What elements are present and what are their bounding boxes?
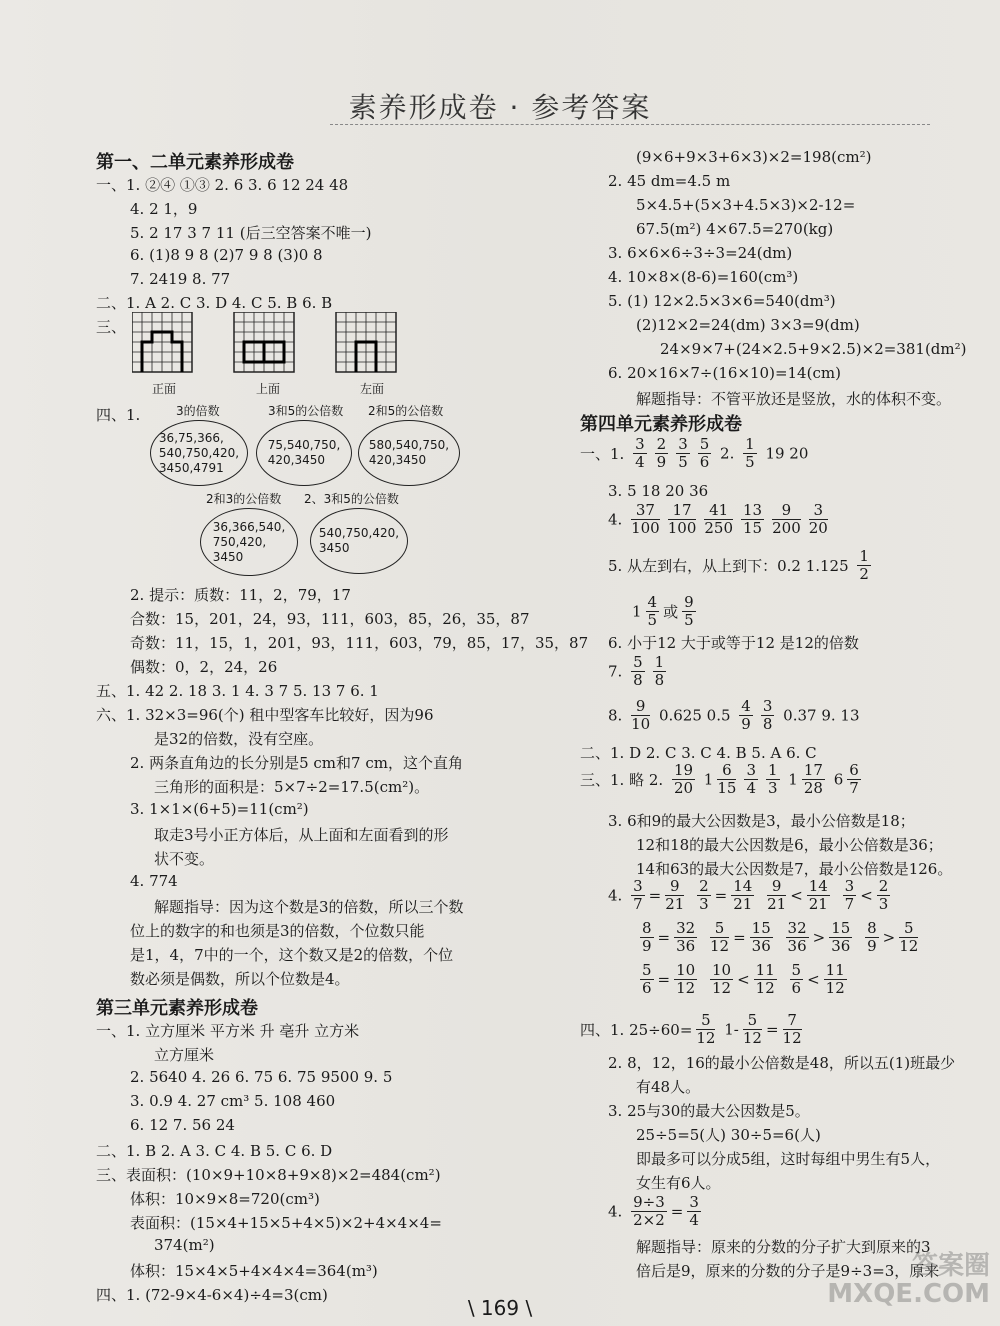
fraction: $\frac{3}{4}$ <box>635 435 645 471</box>
side-view-label: 左面 <box>360 382 385 396</box>
set-label: 2和5的公倍数 <box>368 404 444 418</box>
answer-line: 4. 774 <box>130 872 178 890</box>
answer-line: 体积：15×4×5+4×4×4=364(m³) <box>130 1262 378 1280</box>
answer-line: 有48人。 <box>636 1078 701 1096</box>
fraction: $\frac{10}{12}$ <box>712 961 732 997</box>
answer-line: 2. 提示：质数：11，2，79，17 <box>130 586 351 604</box>
inline-text: 四、1. 25÷60= <box>580 1021 693 1039</box>
fraction: $\frac{6}{15}$ <box>717 761 737 797</box>
answer-line: 偶数：0，2，24，26 <box>130 658 278 676</box>
watermark <box>790 1252 990 1322</box>
inline-text: = <box>657 928 671 947</box>
inline-text: 1 <box>632 602 642 621</box>
fraction: $\frac{32}{36}$ <box>787 919 807 955</box>
answer-line: 取走3号小正方体后，从上面和左面看到的形 <box>154 826 449 844</box>
inline-text: < <box>737 970 750 989</box>
fraction: $\frac{1}{2}$ <box>859 547 869 583</box>
fraction: $\frac{3}{4}$ <box>689 1193 699 1229</box>
answer-line: 4. 2 1，9 <box>130 200 198 218</box>
answer-line: 奇数：11，15，1，201，93，111，603，79，85，17，35，87 <box>130 634 589 652</box>
answer-line <box>636 962 851 997</box>
answer-line <box>580 762 865 797</box>
answer-line: 体积：10×9×8=720(cm³) <box>130 1190 320 1208</box>
fraction: $\frac{3}{7}$ <box>844 877 855 913</box>
fraction: $\frac{37}{100}$ <box>631 501 660 537</box>
set-oval: 540,750,420, 3450 <box>310 508 408 574</box>
fraction: $\frac{9}{21}$ <box>665 877 685 913</box>
answer-line: 二、1. D 2. C 3. C 4. B 5. A 6. C <box>580 744 817 762</box>
inline-text: = <box>714 886 728 905</box>
section-4-heading: 第四单元素养形成卷 <box>580 414 742 435</box>
set-label: 2和3的公倍数 <box>206 492 282 506</box>
answer-line <box>608 548 875 583</box>
answer-line: (2)12×2=24(dm) 3×3=9(dm) <box>636 316 860 334</box>
answer-line: 3. 0.9 4. 27 cm³ 5. 108 460 <box>130 1092 336 1110</box>
answer-line: 一、1. ②④ ①③ 2. 6 3. 6 12 24 48 <box>96 176 349 194</box>
fraction: $\frac{10}{12}$ <box>676 961 696 997</box>
page-title: 素养形成卷 · 参考答案 <box>348 91 652 124</box>
answer-line: 3. 25与30的最大公因数是5。 <box>608 1102 810 1120</box>
answer-line: 5. 2 17 3 7 11 (后三空答案不唯一) <box>130 224 372 242</box>
fraction: $\frac{1}{3}$ <box>767 761 778 797</box>
answer-line: 二、1. B 2. A 3. C 4. B 5. C 6. D <box>96 1142 333 1160</box>
answer-line: 5×4.5+(5×3+4.5×3)×2-12= <box>636 196 856 214</box>
answer-line: 状不变。 <box>154 850 215 868</box>
fraction: $\frac{2}{3}$ <box>878 877 889 913</box>
answer-line: 四、1. <box>96 406 141 424</box>
fraction: $\frac{13}{15}$ <box>743 501 763 537</box>
page-number: \ 169 \ <box>467 1296 533 1320</box>
answer-line: 四、1. (72-9×4-6×4)÷4=3(cm) <box>96 1286 328 1304</box>
fraction: $\frac{9}{10}$ <box>631 697 651 733</box>
answer-line: 4. 10×8×(8-6)=160(cm³) <box>608 268 799 286</box>
answer-line: 合数：15，201，24，93，111，603，85，26，35，87 <box>130 610 530 628</box>
watermark-line: MXQE.COM <box>827 1279 990 1309</box>
three-view-grids <box>132 312 472 394</box>
inline-text: = <box>648 886 662 905</box>
fraction: $\frac{9}{200}$ <box>772 501 801 537</box>
fraction: $\frac{9}{21}$ <box>767 877 787 913</box>
answer-line: 三、表面积：(10×9+10×8+9×8)×2=484(cm²) <box>96 1166 441 1184</box>
answer-line <box>636 920 922 955</box>
answer-line: 2. 45 dm=4.5 m <box>608 172 731 190</box>
inline-text: 4. <box>608 1202 628 1221</box>
set-label: 3的倍数 <box>176 404 220 418</box>
answer-line <box>608 654 670 689</box>
fraction: $\frac{15}{36}$ <box>831 919 851 955</box>
inline-text <box>701 929 706 947</box>
fraction: $\frac{5}{12}$ <box>742 1011 762 1047</box>
set-oval: 36,366,540, 750,420, 3450 <box>200 508 298 576</box>
fraction: $\frac{8}{9}$ <box>642 919 652 955</box>
answer-line <box>632 594 700 629</box>
fraction: $\frac{6}{7}$ <box>849 761 859 797</box>
inline-text: 5. 从左到右，从上到下：0.2 1.125 <box>608 557 854 575</box>
fraction: $\frac{14}{21}$ <box>808 877 828 913</box>
answer-line: 6. 12 7. 56 24 <box>130 1116 235 1134</box>
answer-line: 立方厘米 <box>154 1046 215 1064</box>
answer-line: 是32的倍数，没有空座。 <box>154 730 324 748</box>
fraction: $\frac{4}{5}$ <box>647 593 658 629</box>
fraction: $\frac{5}{12}$ <box>710 919 730 955</box>
inline-text <box>834 887 839 905</box>
answer-line: 6. 小于12 大于或等于12 是12的倍数 <box>608 634 859 652</box>
inline-text: 4. <box>608 886 628 905</box>
answer-line: 解题指导：不管平放还是竖放，水的体积不变。 <box>636 390 952 408</box>
answer-line: 3. 5 18 20 36 <box>608 482 709 500</box>
fraction: $\frac{19}{20}$ <box>673 761 694 797</box>
fraction: $\frac{15}{36}$ <box>751 919 771 955</box>
answer-line: 一、1. 立方厘米 平方米 升 亳升 立方米 <box>96 1022 360 1040</box>
answer-line: 5. (1) 12×2.5×3×6=540(dm³) <box>608 292 836 310</box>
answer-line: 三角形的面积是：5×7÷2=17.5(cm²)。 <box>154 778 430 796</box>
fraction: $\frac{7}{12}$ <box>782 1011 802 1047</box>
answer-line: 3. 6和9的最大公因数是3，最小公倍数是18； <box>608 812 915 830</box>
inline-text: < <box>790 886 803 905</box>
fraction: $\frac{5}{6}$ <box>642 961 652 997</box>
fraction: $\frac{41}{250}$ <box>704 501 734 537</box>
answer-line: 3. 6×6×6÷3÷3=24(dm) <box>608 244 793 262</box>
inline-text <box>758 887 763 905</box>
answer-line: 倍后是9，原来的分数的分子是9÷3=3，原来 <box>636 1262 940 1280</box>
inline-text: 8. <box>608 706 628 725</box>
inline-text: 0.625 0.5 <box>654 706 736 725</box>
inline-text: 1- <box>719 1020 739 1039</box>
answer-line: 2. 两条直角边的长分别是5 cm和7 cm，这个直角 <box>130 754 463 772</box>
fraction: $\frac{14}{21}$ <box>733 877 753 913</box>
answer-line: 位上的数字的和也须是3的倍数，个位数只能 <box>130 922 425 940</box>
answer-line: 解题指导：因为这个数是3的倍数，所以三个数 <box>154 898 464 916</box>
inline-text: 4. <box>608 510 628 529</box>
inline-text: 一、1. <box>580 445 630 463</box>
fraction: $\frac{3}{20}$ <box>808 501 828 537</box>
answer-line: 12和18的最大公因数是6，最小公倍数是36； <box>636 836 943 854</box>
inline-text: 6 <box>828 770 844 789</box>
answer-line: 3. 1×1×(6+5)=11(cm²) <box>130 800 309 818</box>
inline-text: = <box>670 1202 684 1221</box>
inline-text: 0.37 9. 13 <box>778 706 860 725</box>
fraction: $\frac{4}{9}$ <box>741 697 751 733</box>
fraction: $\frac{3}{7}$ <box>633 877 643 913</box>
answer-line: 是1，4，7中的一个，这个数又是2的倍数，个位 <box>130 946 454 964</box>
fraction: $\frac{8}{9}$ <box>867 919 877 955</box>
answer-line: 即最多可以分成5组，这时每组中男生有5人， <box>636 1150 941 1168</box>
fraction: $\frac{11}{12}$ <box>755 961 775 997</box>
answer-line <box>580 1012 806 1047</box>
set-oval: 580,540,750, 420,3450 <box>358 420 460 486</box>
inline-text: > <box>812 928 826 947</box>
fraction: $\frac{5}{12}$ <box>696 1011 716 1047</box>
fraction: $\frac{17}{28}$ <box>803 761 823 797</box>
top-view-grid <box>234 312 294 372</box>
answer-line: 二、1. A 2. C 3. D 4. C 5. B 6. B <box>96 294 333 312</box>
fraction: $\frac{5}{8}$ <box>633 653 643 689</box>
fraction: $\frac{11}{12}$ <box>825 961 845 997</box>
inline-text: = <box>657 970 671 989</box>
set-oval: 36,75,366, 540,750,420, 3450,4791 <box>150 420 248 486</box>
fraction: $\frac{2}{9}$ <box>656 435 667 471</box>
fraction: $\frac{9}{5}$ <box>684 593 694 629</box>
answer-line: 7. 2419 8. 77 <box>130 270 231 288</box>
inline-text <box>688 887 693 905</box>
answer-line: 374(m²) <box>154 1236 215 1254</box>
answer-line: 6. 20×16×7÷(16×10)=14(cm) <box>608 364 841 382</box>
answer-line: 67.5(m²) 4×67.5=270(kg) <box>636 220 834 238</box>
set-label: 3和5的公倍数 <box>268 404 344 418</box>
top-view-label: 上面 <box>256 382 281 396</box>
inline-text: 或 <box>663 603 679 621</box>
fraction: $\frac{1}{5}$ <box>745 435 755 471</box>
answer-line: 五、1. 42 2. 18 3. 1 4. 3 7 5. 13 7 6. 1 <box>96 682 379 700</box>
inline-text: 三、1. 略 2. <box>580 771 668 789</box>
set-label: 2、3和5的公倍数 <box>304 492 399 506</box>
answer-line <box>608 698 860 733</box>
inline-text: 1 <box>783 770 798 789</box>
answer-line: 六、1. 32×3=96(个) 租中型客车比较好，因为96 <box>96 706 434 724</box>
inline-text <box>701 971 706 989</box>
inline-text: < <box>860 886 873 905</box>
front-view-grid <box>132 312 192 372</box>
section-3-heading: 第三单元素养形成卷 <box>96 998 258 1019</box>
answer-line: 女生有6人。 <box>636 1174 721 1192</box>
answer-line: 2. 8，12，16的最小公倍数是48，所以五(1)班最少 <box>608 1054 956 1072</box>
fraction: $\frac{5}{12}$ <box>899 919 919 955</box>
answer-line <box>608 878 894 913</box>
answer-line: (9×6+9×3+6×3)×2=198(cm²) <box>636 148 872 166</box>
title-divider <box>330 124 930 125</box>
inline-text <box>777 929 782 947</box>
answer-line: 6. (1)8 9 8 (2)7 9 8 (3)0 8 <box>130 246 323 264</box>
answer-line: 2. 5640 4. 26 6. 75 6. 75 9500 9. 5 <box>130 1068 393 1086</box>
fraction: $\frac{9\div 3}{2\times 2}$ <box>633 1193 665 1229</box>
answer-line: 表面积：(15×4+15×5+4×5)×2+4×4×4= <box>130 1214 442 1232</box>
answer-line: 解题指导：原来的分数的分子扩大到原来的3 <box>636 1238 931 1256</box>
answer-line <box>608 1194 705 1229</box>
fraction: $\frac{5}{6}$ <box>791 961 802 997</box>
inline-text: 19 20 <box>760 444 809 463</box>
inline-text: = <box>733 928 746 947</box>
fraction: $\frac{2}{3}$ <box>699 877 709 913</box>
side-view-grid <box>336 312 396 372</box>
answer-line <box>608 502 832 537</box>
fraction: $\frac{32}{36}$ <box>676 919 696 955</box>
inline-text <box>781 971 786 989</box>
answer-line: 三、 <box>96 318 127 336</box>
answer-line <box>580 436 808 471</box>
section-1-2-heading: 第一、二单元素养形成卷 <box>96 152 294 173</box>
inline-text: 7. <box>608 662 628 681</box>
inline-text: 2. <box>715 444 740 463</box>
answer-line: 24×9×7+(24×2.5+9×2.5)×2=381(dm²) <box>660 340 967 358</box>
inline-text: 1 <box>699 770 714 789</box>
front-view-label: 正面 <box>152 382 177 396</box>
inline-text: = <box>765 1020 779 1039</box>
fraction: $\frac{17}{100}$ <box>667 501 697 537</box>
inline-text <box>856 929 861 947</box>
watermark-line: 答案圈 <box>911 1251 990 1281</box>
fraction: $\frac{5}{6}$ <box>699 435 710 471</box>
fraction: $\frac{3}{4}$ <box>746 761 756 797</box>
answer-line: 25÷5=5(人) 30÷5=6(人) <box>636 1126 821 1144</box>
answer-line: 14和63的最大公因数是7，最小公倍数是126。 <box>636 860 953 878</box>
set-oval: 75,540,750, 420,3450 <box>256 420 352 486</box>
fraction: $\frac{3}{8}$ <box>762 697 773 733</box>
inline-text: > <box>882 928 896 947</box>
fraction: $\frac{1}{8}$ <box>654 653 665 689</box>
inline-text: < <box>807 970 820 989</box>
fraction: $\frac{3}{5}$ <box>678 435 688 471</box>
answer-line: 数必须是偶数，所以个位数是4。 <box>130 970 350 988</box>
